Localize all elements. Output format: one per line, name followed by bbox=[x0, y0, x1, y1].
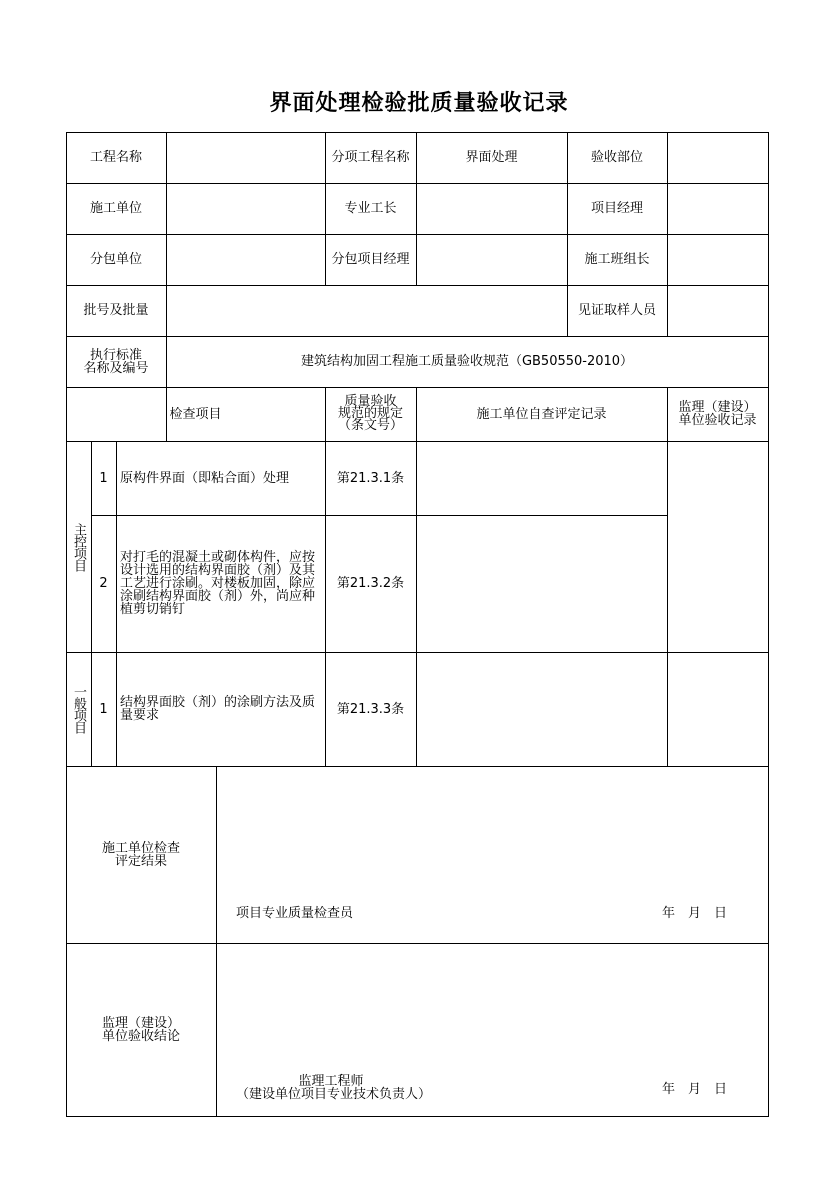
construction-result-label: 施工单位检查 评定结果 bbox=[101, 840, 180, 869]
supervision-result-date: 年 月 日 bbox=[662, 1082, 728, 1097]
batch-value[interactable] bbox=[166, 285, 567, 336]
team-leader-label: 施工班组长 bbox=[584, 252, 650, 267]
main-control-row-2-no: 2 bbox=[99, 576, 108, 591]
acceptance-part-value[interactable] bbox=[667, 132, 768, 183]
main-control-row-1-clause: 第21.3.1条 bbox=[336, 470, 405, 486]
column-header-self-check: 施工单位自查评定记录 bbox=[476, 406, 607, 422]
general-label: 一般项目 bbox=[71, 685, 86, 733]
general-row-1-clause: 第21.3.3条 bbox=[336, 701, 405, 717]
main-control-row-1-no: 1 bbox=[99, 470, 108, 486]
project-manager-value[interactable] bbox=[667, 183, 768, 234]
team-leader-value[interactable] bbox=[667, 234, 768, 285]
sub-project-value[interactable]: 界面处理 bbox=[465, 150, 518, 165]
column-header-item: 检查项目 bbox=[169, 406, 222, 422]
batch-label: 批号及批量 bbox=[83, 303, 149, 318]
sub-project-label: 分项工程名称 bbox=[331, 150, 410, 165]
acceptance-part-label: 验收部位 bbox=[590, 150, 643, 165]
subcontractor-value[interactable] bbox=[166, 234, 325, 285]
construction-result-date: 年 月 日 bbox=[662, 906, 728, 921]
page-title: 界面处理检验批质量验收记录 bbox=[269, 91, 569, 116]
construction-unit-value[interactable] bbox=[166, 183, 325, 234]
main-control-row-2-clause: 第21.3.2条 bbox=[336, 576, 405, 591]
column-header-spec: 质量验收 规范的规定 （条文号） bbox=[337, 394, 403, 433]
project-name-label: 工程名称 bbox=[89, 150, 142, 165]
supervision-result-label: 监理（建设） 单位验收结论 bbox=[101, 1015, 180, 1044]
supervision-result-signer: 监理工程师 （建设单位项目专业技术负责人） bbox=[236, 1074, 432, 1102]
standard-label: 执行标准 名称及编号 bbox=[83, 347, 149, 376]
witness-label: 见证取样人员 bbox=[577, 303, 656, 318]
subcontractor-label: 分包单位 bbox=[89, 252, 142, 267]
construction-unit-label: 施工单位 bbox=[89, 201, 142, 216]
general-row-1-record[interactable] bbox=[416, 652, 667, 766]
main-control-label: 主控项目 bbox=[71, 522, 86, 571]
standard-value: 建筑结构加固工程施工质量验收规范（GB50550-2010） bbox=[300, 354, 634, 369]
foreman-value[interactable] bbox=[416, 183, 567, 234]
main-control-row-1-text: 原构件界面（即粘合面）处理 bbox=[120, 470, 290, 486]
project-name-value[interactable] bbox=[166, 132, 325, 183]
main-control-row-2-record[interactable] bbox=[416, 515, 667, 652]
project-manager-label: 项目经理 bbox=[590, 201, 643, 216]
sub-pm-value[interactable] bbox=[416, 234, 567, 285]
general-supervisor-record[interactable] bbox=[667, 652, 768, 766]
general-row-1-no: 1 bbox=[99, 701, 108, 717]
construction-result-signer: 项目专业质量检查员 bbox=[236, 906, 354, 921]
sub-pm-label: 分包项目经理 bbox=[331, 252, 410, 267]
main-control-supervisor-record[interactable] bbox=[667, 441, 768, 652]
column-header-supervisor: 监理（建设） 单位验收记录 bbox=[678, 400, 757, 428]
main-control-row-1-record[interactable] bbox=[416, 441, 667, 515]
foreman-label: 专业工长 bbox=[344, 201, 397, 216]
general-row-1-text: 结构界面胶（剂）的涂刷方法及质量要求 bbox=[120, 695, 316, 723]
witness-value[interactable] bbox=[667, 285, 768, 336]
main-control-row-2-text: 对打毛的混凝土或砌体构件，应按设计选用的结构界面胶（剂）及其工艺进行涂刷。对楼板加固，除应涂刷结构界面胶（剂）外，尚应种植剪切销钉 bbox=[120, 550, 316, 617]
